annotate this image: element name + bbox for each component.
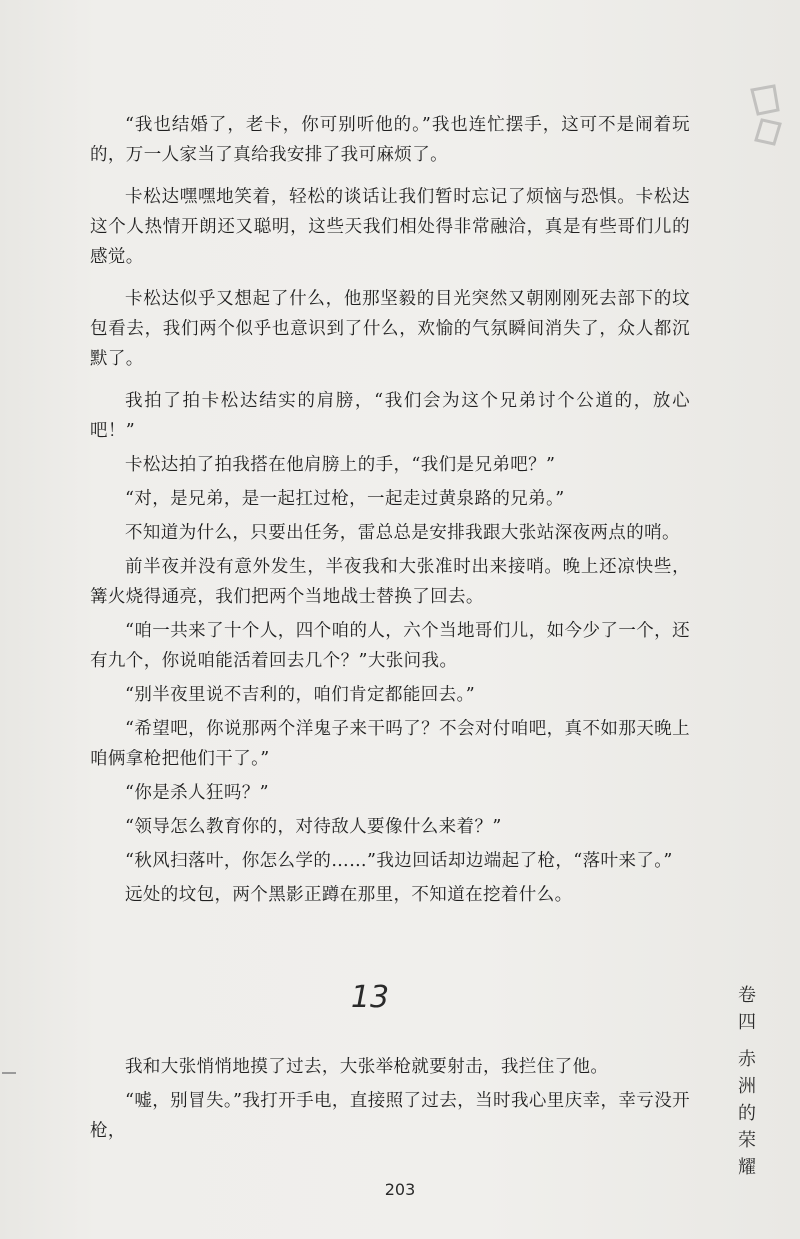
paragraph: 我和大张悄悄地摸了过去，大张举枪就要射击，我拦住了他。	[125, 1057, 609, 1077]
paragraph: 前半夜并没有意外发生，半夜我和大张准时出来接哨。晚上还凉快些，篝火烧得通亮，我们把两个当地战士替换了回去。	[90, 557, 690, 607]
paragraph: “咱一共来了十个人，四个咱的人，六个当地哥们儿，如今少了一个，还有九个，你说咱能活着回去几个？”大张问我。	[90, 621, 690, 671]
paragraph: 我拍了拍卡松达结实的肩膀，“我们会为这个兄弟讨个公道的，放心吧！”	[90, 391, 690, 441]
page-number: 203	[384, 1180, 416, 1199]
side-title-char: 洲	[738, 1076, 756, 1097]
paragraph: 不知道为什么，只要出任务，雷总总是安排我跟大张站深夜两点的哨。	[125, 523, 680, 543]
paragraph: 远处的坟包，两个黑影正蹲在那里，不知道在挖着什么。	[125, 885, 573, 905]
side-title-char: 的	[738, 1103, 756, 1124]
paragraph: “对，是兄弟，是一起扛过枪，一起走过黄泉路的兄弟。”	[125, 489, 565, 509]
paragraph: “你是杀人狂吗？”	[125, 783, 269, 803]
paragraph: “希望吧，你说那两个洋鬼子来干吗了？不会对付咱吧，真不如那天晚上咱俩拿枪把他们干了。”	[90, 719, 690, 769]
paragraph: “秋风扫落叶，你怎么学的……”我边回话却边端起了枪，“落叶来了。”	[125, 851, 673, 871]
chapter-number: 13	[350, 980, 390, 1015]
paragraph: 卡松达嘿嘿地笑着，轻松的谈话让我们暂时忘记了烦恼与恐惧。卡松达这个人热情开朗还又聪明，这些天我们相处得非常融洽，真是有些哥们儿的感觉。	[90, 187, 690, 267]
scan-edge-mark	[2, 1072, 16, 1074]
main-text-top	[90, 110, 690, 914]
side-title-gap	[732, 1036, 762, 1046]
side-title-char: 赤	[738, 1049, 756, 1070]
side-title-char: 荣	[738, 1130, 756, 1151]
paragraph: “别半夜里说不吉利的，咱们肯定都能回去。”	[125, 685, 476, 705]
paragraph: “领导怎么教育你的，对待敌人要像什么来着？”	[125, 817, 502, 837]
paragraph: 卡松达似乎又想起了什么，他那坚毅的目光突然又朝刚刚死去部下的坟包看去，我们两个似乎也意识到了什么，欢愉的气氛瞬间消失了，众人都沉默了。	[90, 289, 690, 369]
paragraph: “我也结婚了，老卡，你可别听他的。”我也连忙摆手，这可不是闹着玩的，万一人家当了真给我安排了我可麻烦了。	[90, 115, 690, 165]
side-title-char: 耀	[738, 1157, 756, 1178]
paragraph: “嘘，别冒失。”我打开手电，直接照了过去，当时我心里庆幸，幸亏没开枪，	[90, 1091, 690, 1141]
paragraph: 卡松达拍了拍我搭在他肩膀上的手，“我们是兄弟吧？”	[125, 455, 556, 475]
bleed-through-mark	[744, 80, 788, 150]
main-text-bottom	[90, 1052, 690, 1150]
side-title-char: 四	[738, 1012, 756, 1033]
running-side-title	[732, 982, 762, 1181]
side-title-char: 卷	[738, 985, 756, 1006]
